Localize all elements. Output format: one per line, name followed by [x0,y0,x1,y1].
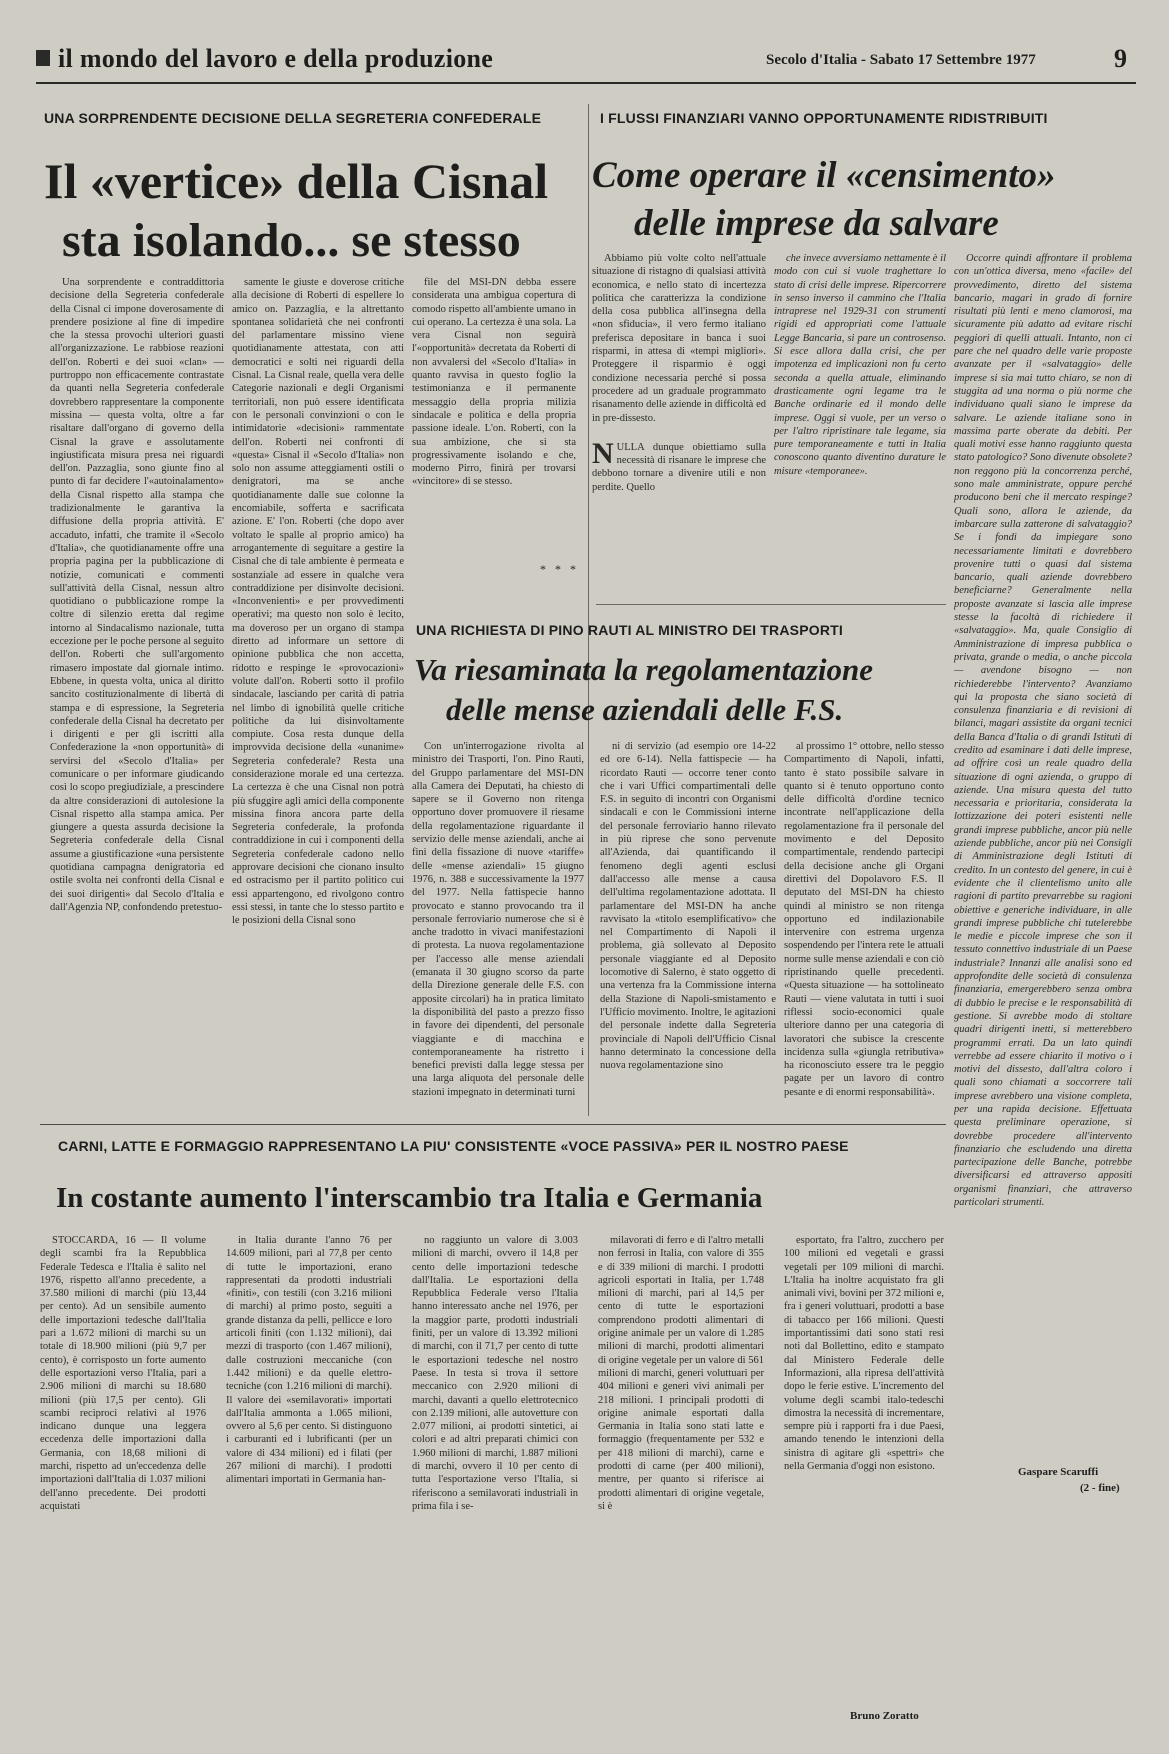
section-icon [36,50,50,66]
censimento-signature: Gaspare Scaruffi [1018,1466,1099,1478]
column-divider [588,104,589,1116]
mense-top-rule [596,604,946,605]
page-header [36,44,1136,80]
censimento-dropcap-text: ULLA dunque obiettiamo sulla necessità di risanare le imprese che debbono tornare a divenire utili e non perdite. Quello [592,441,766,493]
germania-column-5 [784,1234,944,1702]
mense-column-1 [412,740,584,1114]
germania-text-2: in Italia durante l'anno 76 per 14.609 milioni, pari al 77,8 per cento di tutte le importazioni, erano rappresentati da prodotti industriali «finiti», con testili (con 3.216 milioni di marchi) al primo posto, seguiti a grande distanza da pelli, pellicce e loro articoli finiti (con 1.132 milioni), dai mezzi di trasporto (con 1.467 milioni), dalle costruzioni meccaniche (con 1.442 milioni) e da quelle elettro-tecniche (con 1.216 milioni di marchi). Il valore dei «semilavorati» importati dall'Italia ammonta a 1.065 milioni, ovvero al 5,6 per cento. Si distinguono i carburanti ed i lubrificanti (per un valore di 434 milioni) ed i filati (per 267 milioni di marchi). I prodotti alimentari importati in Germania han- [226,1235,392,1486]
mense-kicker: UNA RICHIESTA DI PINO RAUTI AL MINISTRO DEI TRASPORTI [416,622,843,638]
germania-column-1 [40,1234,206,1732]
germania-text-4: milavorati di ferro e di l'altro metalli non ferrosi in Italia, con valore di 355 e di 339 milioni di marchi. I prodotti agricoli esportati in Italia, per 1.748 milioni di marchi, pari al 14,5 per cento di tutte le esportazioni comprendono prodotti alimentari di origine animale per un valore di 1.285 milioni di marchi, prodotti alimentari di origine vegetale per un valore di 561 milioni di marchi, generi voluttuari per 404 milioni e generi vivi animali per 218 milioni. I principali prodotti di origine animale esportati dalla Germania in Italia sono stati latte e formaggio (frequentamente per 532 e per 418 milioni di marchi), carne e prodotti di carne (per 400 milioni), mentre, per quanto si riferisce ai prodotti alimentari di origine vegetale, si è [598,1235,764,1512]
dropcap-letter: N [592,436,614,470]
mense-text-2: ni di servizio (ad esempio ore 14-22 ed ore 6-14). Nella fattispecie — ha ricordato Rauti — occorre tener conto che i vari Uffici compartimentali delle F.S. in seguito di incontri con Organismi sindacali e con le Commissioni interne del personale ferroviario hanno rilevato in più riprese che sono pervenute all'Azienda, dai quantificando il fenomeno degli agenti esclusi dall'accesso alle mense a causa dell'ultima regolamentazione adottata. Il parlamentare del MSI-DN ha anche ravvisato la «titolo esemplificativo» che nel Compartimento di Napoli il problema, già sollevato al Deposito personale viaggiante ed al Deposito locomotive di Salerno, è stato oggetto di una vertenza fra la Commissione interna della Stazione di Napoli-smistamento e l'Ufficio movimento. Inoltre, le agitazioni del personale indette dalla Segreteria provinciale di Napoli dell'Ufficio Cisnal hanno determinato la concessione della nuova regolamentazione sino [600,741,776,1072]
mense-text-1: Con un'interrogazione rivolta al ministro dei Trasporti, l'on. Pino Rauti, del Gruppo parlamentare del MSI-DN alla Camera dei Deputati, ha chiesto di sapere se il Governo non ritenga opportuno dover promuovere il riesame della regolamentazione riguardante il servizio delle mense aziendali, anche ai fini della fissazione di nuove «tariffe» delle «mense aziendali» 15 giugno 1976, n. 388 e successivamente la 1977 del 1977. Nella fattispecie hanno provocato e stanno provocando tra il personale ferroviario numerose che si è anche tradotto in vivaci manifestazioni di protesta. La nuova regolamentazione per l'accesso alle mense aziendali (emanata il 30 giugno scorso da parte della Direzione generale delle F.S. con apposite circolari) ha in pratica limitato la disponibilità del pasto a prezzo fisso in favore dei dipendenti, del personale viaggiante e di macchina e contemporaneamente ha ristretto i benefici previsti dalla legge stessa per una larga aliquota del personale delle stazioni impegnato in determinati turni [412,741,584,1098]
cisnal-text-1: Una sorprendente e contraddittoria decisione della Segreteria confederale della Cisnal ci impone doverosamente di prendere posizione al fine di impedire che la stessa provochi ulteriori guasti all'organizzazione. Le rabbiose reazioni dell'on. Roberti e dei suoi «clan» — purtroppo non efficacemente contrastate da quanti nella Segreteria confederale dovrebbero rappresentare la componente missina — questa volta, oltre a far risaltare dall'organo di governo della Cisnal la grave e assolutamente ingiustificata misura presa nei riguardi dell'on. Pazzaglia, sono giunte fino al punto di far decidere l'«autoinalamento» della Cisnal rispetto alla stampa che tradizionalmente le garantiva la diffusione della propria attività. E' accaduto, infatti, che tramite il «Secolo d'Italia», che quotidianamente offre una propria pagina per la pubblicazione di notizie, comunicati e commenti sull'attività della Cisnal, nessun altro quotidiano o pubblicazione rompe la coltre di silenzio eretta dal regime intorno al Sindacalismo nazionale, tutta eccezione per le poche persone al seguito dell'on. Roberti che sull'argomento rimasero impostate dal giornale intimo. Ebbene, in questa volta, unica al diritto sancito costituzionalmente di libertà di stampa e di espressione, la Segreteria confederale della Cisnal ha decretato per i dirigenti e per gli iscritti alla Confederazione la «non opportunità» di servirsi del «Secolo d'Italia» per comunicare o per informare giudicando così lo scopo pregiudiziale, a prescindere da altre considerazioni di autolesione la Cisnal rispetto alla stampa amica. Per giungere a questa assurda decisione la Segreteria confederale della Cisnal assume a giustificazione «una persistente quotidiana campagna denigratoria ed ostile svolta nei confronti della Cisnal e dei suoi dirigenti» dal Secolo d'Italia e dall'Agenzia NP, confondendo pretestuo- [50,277,224,913]
censimento-kicker: I FLUSSI FINANZIARI VANNO OPPORTUNAMENTE RIDISTRIBUITI [600,110,1048,126]
mense-text-3: al prossimo 1° ottobre, nello stesso Compartimento di Napoli, infatti, tanto è stato possibile salvare in quanto si è tenuto opportuno conto delle difficoltà d'ordine tecnico incontrate nell'applicazione della regolamentazione fra il personale del movimento e del Deposito compartimentale, rendendo partecipi della decisione anche gli Organi direttivi del Dopolavoro F.S. Il deputato del MSI-DN ha chiesto quindi al ministro se non ritenga opportuno ed indilazionabile intervenire con estrema urgenza sospendendo per l'intera rete le attuali norme sulle mense aziendali e con ciò ripristinando quelle precedenti. «Questa situazione — ha sottolineato Rauti — viene valutata in tutti i suoi riflessi socio-economici quale ulteriore danno per una categoria di lavoratori che subisce la crescente incidenza sulla «giungla retributiva» ha riconosciuto essere tra le peggio pagate per un lavoro di contro pesante e di enormi responsabilità». [784,741,944,1098]
censimento-title-line2: delle imprese da salvare [634,203,999,244]
germania-text-5: esportato, fra l'altro, zucchero per 100 milioni ed vegetali e grassi vegetali per 109 milioni di marchi. L'Italia ha inoltre acquistato fra gli animali vivi, bovini per 372 milioni e, fra i generi voluttuari, prodotti a base di tabacco per 166 milioni. Questi importantissimi dati sono stati resi noti dal Bollettino, edito e stampato dal Ministero Federale delle Informazioni, alla ripresa dell'attività dopo le ferie estive. L'incremento del volume degli scambi italo-tedeschi dimostra la necessità di incrementare, sempre più i rapporti fra i due Paesi, amando tenendo le intenzioni della sinistra di agitare gli «spettri» che nella Germania d'oggi non esistono. [784,1235,944,1473]
cisnal-title-line1: Il «vertice» della Cisnal [44,153,549,209]
censimento-column-3 [954,252,1132,1462]
section-divider [40,1124,946,1125]
mense-title-line2: delle mense aziendali delle F.S. [446,692,844,727]
cisnal-text-2: samente le giuste e doverose critiche alla decisione di Roberti di espellere lo amico on. Pazzaglia, e la altrettanto spontanea solidarietà che nei confronti del parlamentare missino viene quotidianamente attestata, con atti democratici e solti nei riguardi della Cisnal. La Cisnal reale, quella vera delle Categorie nazionali e degli Organismi territoriali, non può essere identificata con le personali convinzioni o con le intimidatorie «decisioni» rammentate dell'on. Roberti nei confronti di «questa» Cisnal il «Secolo d'Italia» non solo non assume atteggiamenti ostili o denigratori, ma se anche quotidianamente dalle sue colonne la encomiabile, sofferta e sacrificata azione. E' l'on. Roberti (che dopo aver voltato le spalle al proprio amico) ha arrogantemente di seguitare a gestire la Cisnal che di tale ambiente è permeata e sostanziale ad essere in qualche vera contraddizione per disinvolte decisioni. «Inconvenienti» e per provvedimenti operativi; ma questo non solo è lecito, ma doveroso per un organo di stampa diretto ad informare un settore di opinione pubblica che non accetta, ridotto e respinge le «provocazioni» volute dall'on. Roberti sotto il profilo sindacale, lasciando per carità di patria nel limbo di ignobilità quelle critiche politiche da lui disinvoltamente compiute. Cosa resta dunque della improvvida decisione della «unanime» Segreteria confederale? Resta una considerazione morale ed una certezza. La certezza è che una Cisnal non potrà più sfuggire agli amici della componente missina finora ancora parte della Segreteria confederale, la profonda contraddizione in cui i componenti della Segreteria confederale cadono nello approvare decisioni che cionano insulto ed ostracismo per il partito politico cui essi appartengono, ed rivolgono contro essi stessi, in tante che lo stesso partito e le posizioni della Cisnal sono [232,277,404,927]
censimento-title-line1: Come operare il «censimento» [592,155,1056,196]
section-title: il mondo del lavoro e della produzione [58,44,494,73]
cisnal-column-1 [50,276,224,1114]
censimento-dropcap-para [592,436,766,494]
cisnal-kicker: UNA SORPRENDENTE DECISIONE DELLA SEGRETERIA CONFEDERALE [44,110,542,126]
cisnal-column-2 [232,276,404,1114]
cisnal-column-3 [412,276,576,566]
censimento-text-1: Abbiamo più volte colto nell'attuale situazione di ristagno di qualsiasi attività economica, e nello stato di incertezza politica che caratterizza la condizione della cosa pubblica all'insegna della «non sfiducia», il vero fermo italiano preferisca depositare in banca i suoi risparmi, in attesa di «tempi migliori». Proteggere il risparmio è oggi condizione necessaria perché si possa procedere ad un graduale programmato risanamento delle aziende in difficoltà ed in pre-dissesto. [592,253,766,424]
mense-title-line1: Va riesaminata la regolamentazione [414,652,874,687]
germania-column-4 [598,1234,764,1732]
mense-column-3 [784,740,944,1114]
censimento-column-1 [592,252,766,582]
cisnal-title-line2: sta isolando... se stesso [62,214,521,267]
censimento-signature-note: (2 - fine) [1080,1482,1120,1494]
germania-text-1: STOCCARDA, 16 — Il volume degli scambi fra la Repubblica Federale Tedesca e l'Italia è salito nel 1976, rispetto all'anno precedente, a 37.580 milioni di marchi (più 13,44 per cento). Ad un sensibile aumento delle importazioni tedesche dall'Italia pari a 1.672 milioni di marchi su un totale di 18.900 milioni (più 9,7 per cento), è corrisposto un forte aumento delle esportazioni verso l'Italia, pari a 2.906 milioni di marchi su 18.680 milioni (più 17,5 per cento). Gli scambi reciproci relativi al 1976 indicano dunque una leggera eccedenza delle importazioni dalla Germania, con 18,68 milioni di marchi, rispetto ad un'eccedenza delle importazioni dall'Italia di 1.037 milioni dell'anno precedente. Dei prodotti acquistati [40,1235,206,1512]
germania-title: In costante aumento l'interscambio tra Italia e Germania [56,1182,763,1214]
germania-text-3: no raggiunto un valore di 3.003 milioni di marchi, ovvero il 14,8 per cento delle importazioni tedesche dall'Italia. Le esportazioni della Repubblica Federale verso l'Italia hanno interessato anche nel 1976, per la maggior parte, prodotti industriali finiti, per un valore di 13.392 milioni di marchi, con il 71,7 per cento di tutte le esportazioni tedesche nel nostro Paese. In testa si trova il settore meccanico con 2.920 milioni di marchi, davanti a quello elettrotecnico con 2.139 milioni, alle autovetture con 2.077 milioni, ai prodotti sintetici, ai colori e ad altri preparati chimici con 1.960 milioni di marchi, 1.887 milioni di marchi, ovvero il 10 per cento di tutta l'esportazione verso l'Italia, si riferiscono a semilavorati industriali in prima fila i se- [412,1235,578,1512]
germania-column-3 [412,1234,578,1732]
censimento-column-2 [774,252,946,582]
germania-signature: Bruno Zoratto [850,1710,919,1722]
mense-column-2 [600,740,776,1114]
publication-date: Secolo d'Italia - Sabato 17 Settembre 1977 [766,52,1036,68]
germania-column-2 [226,1234,392,1732]
cisnal-end-stars: * * * [540,562,579,576]
censimento-text-3: Occorre quindi affrontare il problema con un'ottica diversa, meno «facile» del provvedimento, diretto del sistema bancario, magari in grado di fornire risultati più lenti e meno clamorosi, ma sicuramente più adatto ad evitare rischi peggiori di quelli attuali. Intanto, non ci pare che nel quadro delle varie proposte avanzate per il «salvataggio» delle imprese si sia mai tutto chiaro, se non di stuggita ad una norma o più norme che individuano quali siano le imprese da salvare. Le aziende italiane sono in massima parte oberate da debiti. Per quali motivi esse hanno raggiunto questa stato patologico? Sono divenute obsolete? non reggono più la concorrenza perché, sono male amministrate, oppure perché producono beni che il mercato respinge? Quali sono, allora le aziende, da imbarcare sulla zatterone di salvataggio? Se i fondi da impiegare sono necessariamente limitati e dovrebbero provenire tutti o quasi dal sistema bancario, quali aziende dovrebbero beneficiarne? Generalmente nella proposte avanzate si lascia alle imprese stesse la facoltà di richiedere il «salvataggio». Ma, quale Consiglio di Amministrazione di impresa pubblica o privata, grande o media, o anche piccola — avendone bisogno — non richiederebbe l'intervento? Avanziamo qui la proposta che siano società di consulenza finanziaria e di revisioni di bilanci, magari assistite da organi tecnici della Banca d'Italia o di grandi Istituti di credito ad esaminare i dati delle imprese, ad offrire così un reale quadro della situazione di ogni azienda, o gruppo di aziende. Una misura questa del tutto necessaria e prioritaria, considerata la lottizzazione dei poteri esistenti nelle grandi imprese pubbliche, ancor più nelle aziende pubbliche, ancor più nei Consigli di Amministrazione degli Istituti di credito. In un contesto del genere, in cui è evidente che il clientelismo unito alle ragioni di partito prevarrebbe su ragioni obiettive e generiche individuare, in alle grandi imprese pubbliche chi tutelerebbe le medie e piccole imprese che son il tessuto connettivo industriale di un Paese industriale? Innanzi alle analisi sono ed approfondite delle società di consulenza finanziaria, emergerebbero senza ombra di dubbio le precise e le responsabilità di gestione. Si avrebbe modo di stoltare quadri dirigenti inetti, si metterebbero programmi errati. Da un lato quindi verrebbe ad essere chiarito il motivo o i motivi del dissesto, dall'altra coloro i quali sono chiamati a soccorrere tali imprese avrebbero una visione completa, per una rapida decisione. Effettuata questa preliminare operazione, si dovrebbe procedere all'intervento finanziario che escludendo una diretta partecipazione delle Banche, potrebbe diversificarsi ed attraverso appositi organismi finanziari, che attraverso particolari strumenti. [954,253,1132,1209]
page-number: 9 [1114,44,1127,73]
header-rule [36,82,1136,84]
cisnal-text-3: file del MSI-DN debba essere considerata una ambigua copertura di comodo rispetto all'ambiente umano in cui operano. La certezza è una sola. La vera Cisnal non seguirà l'«opportunità» decretata da Roberti di non avvalersi del «Secolo d'Italia» in quanto ravvisa in questo foglio la testimonianza e il permanente messaggio della propria milizia sindacale e politica e della propria passione ideale. L'on. Roberti, con la sua ambizione, che si sta progressivamente isolando e che, moderno Pirro, finirà per trovarsi «vincitore» di se stesso. [412,277,576,488]
censimento-text-2: che invece avversiamo nettamente è il modo con cui si vuole traghettare lo stato di crisi delle imprese. Ripercorrere in senso inverso il cammino che l'Italia intraprese nel 1929-31 con strumenti rigidi ed appropriati come l'attuale Legge Bancaria, si pare un controsenso. Si esce allora dalla crisi, che per impotenza ed implicazioni non fu certo seconda a quella attuale, eliminando drasticamente ogni legame tra le Banche ordinarie ed il mondo delle imprese. Oggi si vuole, per un verso o per l'altro ripristinare tale legame, sia pure temporaneamente e tutti in Italia conoscono quanto diventino durature le misure «temporanee». [774,253,946,477]
germania-kicker: CARNI, LATTE E FORMAGGIO RAPPRESENTANO LA PIU' CONSISTENTE «VOCE PASSIVA» PER IL NOSTRO PAESE [58,1138,849,1154]
